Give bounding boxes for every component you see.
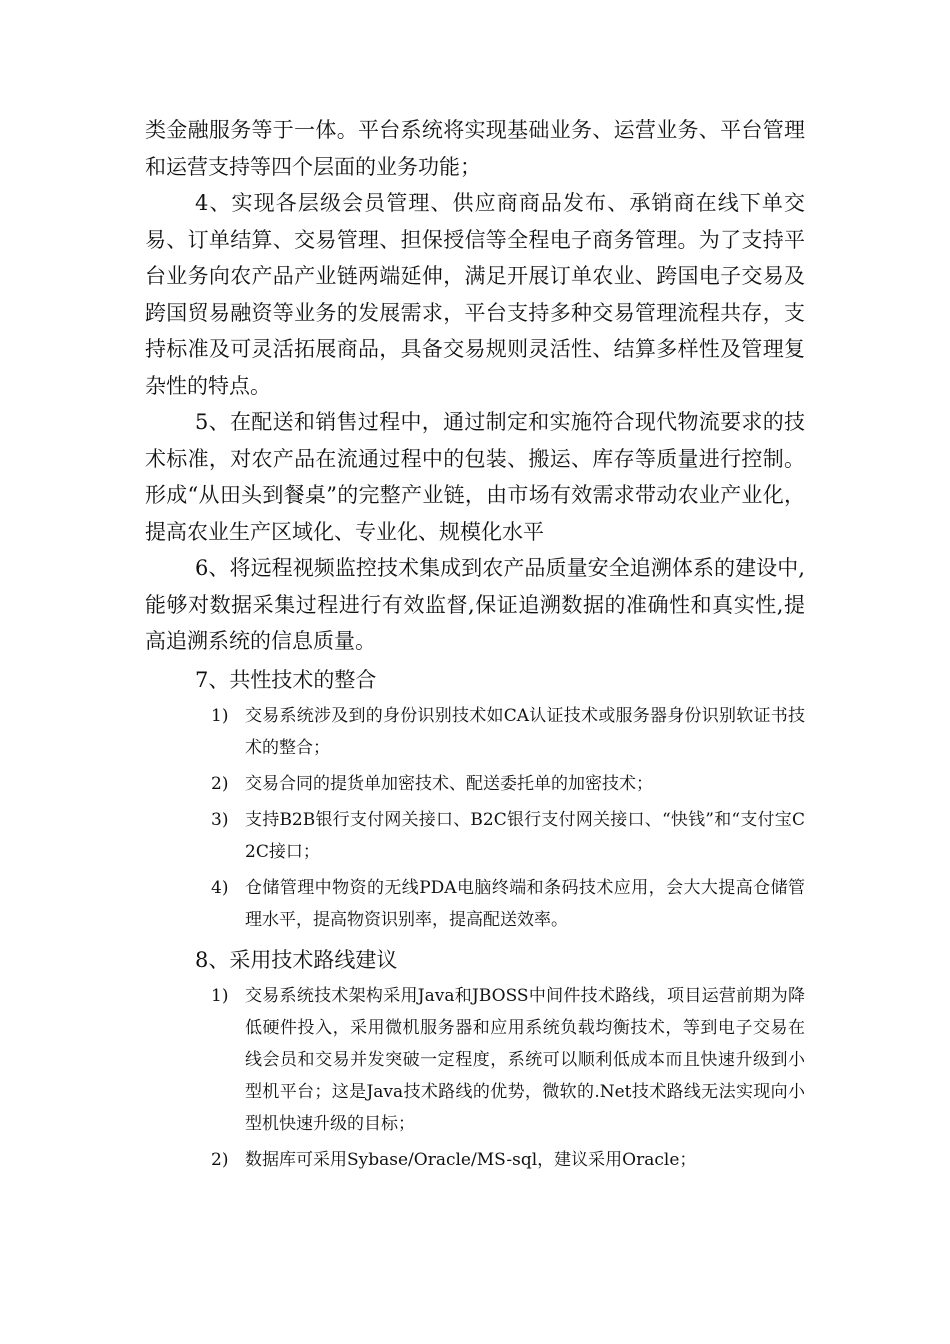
list-item-number: 4) — [211, 877, 229, 898]
list-item-text: 交易系统涉及到的身份识别技术如CA认证技术或服务器身份识别软证书技术的整合； — [245, 705, 805, 758]
list-item — [145, 768, 805, 800]
list-item — [145, 700, 805, 764]
paragraph-continuation: 类金融服务等于一体。平台系统将实现基础业务、运营业务、平台管理和运营支持等四个层面的业务功能； — [145, 118, 805, 179]
section-7-list — [145, 700, 805, 936]
list-item-text: 交易合同的提货单加密技术、配送委托单的加密技术； — [245, 773, 653, 794]
section-8-heading: 8、采用技术路线建议 — [195, 947, 398, 972]
list-item — [145, 804, 805, 868]
list-item-number: 1) — [211, 705, 229, 726]
paragraph-item-4: 4、实现各层级会员管理、供应商商品发布、承销商在线下单交易、订单结算、交易管理、担保授信等全程电子商务管理。为了支持平台业务向农产品产业链两端延伸，满足开展订单农业、跨国电子交易及跨国贸易融资等业务的发展需求，平台支持多种交易管理流程共存，支持标准及可灵活拓展商品，具备交易规则灵活性、结算多样性及管理复杂性的特点。 — [145, 191, 805, 398]
list-item-number: 1) — [211, 985, 229, 1006]
list-item-text: 仓储管理中物资的无线PDA电脑终端和条码技术应用，会大大提高仓储管理水平，提高物资识别率，提高配送效率。 — [245, 877, 805, 930]
list-item-number: 2) — [211, 773, 229, 794]
document-body — [145, 112, 805, 1180]
list-item — [145, 980, 805, 1140]
section-7-heading: 7、共性技术的整合 — [195, 667, 377, 692]
paragraph-item-6: 6、将远程视频监控技术集成到农产品质量安全追溯体系的建设中,能够对数据采集过程进行有效监督,保证追溯数据的准确性和真实性,提高追溯系统的信息质量。 — [145, 556, 805, 653]
list-item — [145, 872, 805, 936]
paragraph-item-5: 5、在配送和销售过程中，通过制定和实施符合现代物流要求的技术标准，对农产品在流通过程中的包装、搬运、库存等质量进行控制。形成“从田头到餐桌”的完整产业链，由市场有效需求带动农业产业化，提高农业生产区域化、专业化、规模化水平 — [145, 410, 805, 544]
list-item-number: 2) — [211, 1149, 229, 1170]
list-item — [145, 1144, 805, 1176]
list-item-text: 交易系统技术架构采用Java和JBOSS中间件技术路线，项目运营前期为降低硬件投入，采用微机服务器和应用系统负载均衡技术，等到电子交易在线会员和交易并发突破一定程度，系统可以顺利低成本而且快速升级到小型机平台；这是Java技术路线的优势，微软的.Net技术路线无法实现向小型机快速升级的目标； — [245, 985, 805, 1134]
list-item-text: 数据库可采用Sybase/Oracle/MS-sql，建议采用Oracle； — [245, 1149, 697, 1170]
list-item-text: 支持B2B银行支付网关接口、B2C银行支付网关接口、“快钱”和“支付宝C2C接口； — [245, 809, 805, 862]
section-8-list — [145, 980, 805, 1176]
list-item-number: 3) — [211, 809, 229, 830]
